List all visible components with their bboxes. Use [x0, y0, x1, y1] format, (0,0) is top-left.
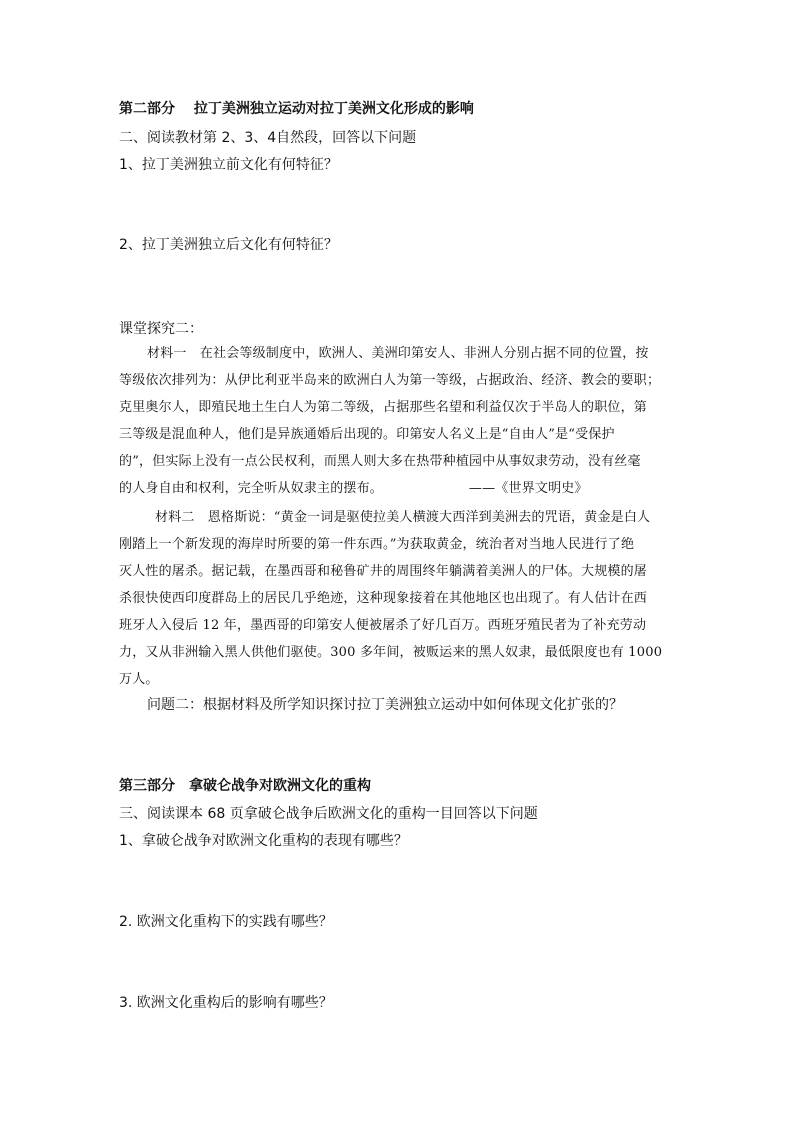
part3-question-2: 2. 欧洲文化重构下的实践有哪些？	[119, 914, 333, 930]
material-1-line: 三等级是混血种人，他们是异族通婚后出现的。印第安人名义上是“自由人”是“受保护	[119, 427, 615, 442]
part2-heading: 第二部分 拉丁美洲独立运动对拉丁美洲文化形成的影响	[119, 101, 474, 117]
material-2-line: 材料二 恩格斯说：“黄金一词是驱使拉美人横渡大西洋到美洲去的咒语，黄金是白人	[155, 510, 651, 525]
material-2-line: 灭人性的屠杀。据记载，在墨西哥和秘鲁矿井的周围终年躺满着美洲人的尸体。大规模的屠	[119, 564, 648, 579]
part3-heading: 第三部分 拿破仑战争对欧洲文化的重构	[119, 778, 371, 794]
material-1-line: 材料一 在社会等级制度中，欧洲人、美洲印第安人、非洲人分别占据不同的位置，按	[147, 346, 649, 361]
inquiry-question-2: 问题二：根据材料及所学知识探讨拉丁美洲独立运动中如何体现文化扩张的？	[147, 697, 623, 713]
material-2-line: 杀很快使西印度群岛上的居民几乎绝迹，这种现象接着在其他地区也出现了。有人估计在西	[119, 591, 648, 606]
material-2-line: 力，又从非洲输入黑人供他们驱使。300 多年间，被贩运来的黑人奴隶，最低限度也有 1000	[119, 645, 663, 660]
part3-instruction: 三、阅读课本 68 页拿破仑战争后欧洲文化的重构一目回答以下问题	[119, 806, 538, 822]
material-2-line: 刚踏上一个新发现的海岸时所要的第一件东西。”为获取黄金，统治者对当地人民进行了绝	[119, 537, 635, 552]
material-2-line: 万人。	[119, 672, 159, 687]
part2-question-1: 1、拉丁美洲独立前文化有何特征？	[119, 157, 338, 173]
material-1-line: 的”，但实际上没有一点公民权利，而黑人则大多在热带种植园中从事奴隶劳动，没有丝毫	[119, 454, 641, 469]
inquiry-title: 课堂探究二：	[119, 321, 203, 337]
part3-question-1: 1、拿破仑战争对欧洲文化重构的表现有哪些？	[119, 833, 408, 849]
part3-question-3: 3. 欧洲文化重构后的影响有哪些？	[119, 995, 333, 1011]
material-1-line: 等级依次排列为：从伊比利亚半岛来的欧洲白人为第一等级，占据政治、经济、教会的要职；	[119, 373, 661, 388]
part2-instruction: 二、阅读教材第 2、3、4自然段，回答以下问题	[119, 130, 417, 146]
material-1-line: 克里奥尔人，即殖民地土生白人为第二等级，占据那些名望和利益仅次于半岛人的职位，第	[119, 400, 648, 415]
material-1-line: 的人身自由和权利，完全听从奴隶主的摆布。 ——《世界文明史》	[119, 481, 588, 496]
material-2-line: 班牙人入侵后 12 年，墨西哥的印第安人便被屠杀了好几百万。西班牙殖民者为了补充劳动	[119, 618, 647, 633]
part2-question-2: 2、拉丁美洲独立后文化有何特征？	[119, 237, 338, 253]
